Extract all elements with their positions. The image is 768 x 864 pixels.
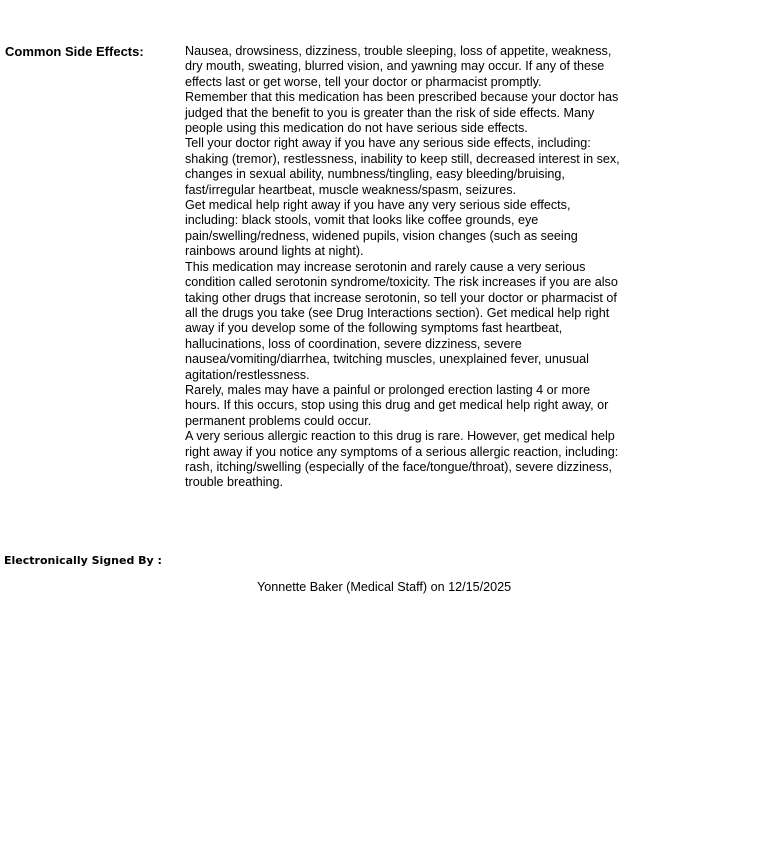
side-effects-paragraph-allergic <box>185 429 665 491</box>
electronically-signed-label: Electronically Signed By : <box>4 554 162 567</box>
text-line: shaking (tremor), restlessness, inability to keep still, decreased interest in sex, <box>185 151 620 166</box>
text-line: Get medical help right away if you have any very serious side effects, <box>185 198 571 213</box>
signature-value: Yonnette Baker (Medical Staff) on 12/15/2025 <box>257 580 512 594</box>
text-line: permanent problems could occur. <box>185 413 372 428</box>
text-line: people using this medication do not have serious side effects. <box>185 121 528 136</box>
text-line: Rarely, males may have a painful or prolonged erection lasting 4 or more <box>185 382 591 397</box>
side-effects-paragraph-benefit <box>185 90 665 136</box>
text-line: all the drugs you take (see Drug Interactions section). Get medical help right <box>185 305 610 320</box>
text-line: dry mouth, sweating, blurred vision, and yawning may occur. If any of these <box>185 59 605 74</box>
text-line: judged that the benefit to you is greater than the risk of side effects. Many <box>185 105 595 120</box>
text-line: changes in sexual ability, numbness/tingling, easy bleeding/bruising, <box>185 167 565 182</box>
text-line: pain/swelling/redness, widened pupils, vision changes (such as seeing <box>185 228 578 243</box>
side-effects-paragraph-serotonin <box>185 260 665 383</box>
side-effects-paragraph-serious <box>185 136 665 198</box>
side-effects-paragraph-priapism <box>185 383 665 429</box>
common-side-effects-text <box>185 44 665 491</box>
text-line: away if you develop some of the following symptoms fast heartbeat, <box>185 321 563 336</box>
text-line: hallucinations, loss of coordination, severe dizziness, severe <box>185 336 522 351</box>
text-line: effects last or get worse, tell your doctor or pharmacist promptly. <box>185 74 542 89</box>
text-line: A very serious allergic reaction to this drug is rare. However, get medical help <box>185 429 615 444</box>
side-effects-paragraph-very-serious <box>185 198 665 260</box>
text-line: Tell your doctor right away if you have any serious side effects, including: <box>185 136 591 151</box>
text-line: Remember that this medication has been prescribed because your doctor has <box>185 90 619 105</box>
text-line: Nausea, drowsiness, dizziness, trouble sleeping, loss of appetite, weakness, <box>185 44 612 58</box>
text-line: nausea/vomiting/diarrhea, twitching muscles, unexplained fever, unusual <box>185 352 589 367</box>
common-side-effects-label: Common Side Effects: <box>5 44 144 59</box>
text-line: trouble breathing. <box>185 475 284 490</box>
text-line: right away if you notice any symptoms of a serious allergic reaction, including: <box>185 444 619 459</box>
text-line: This medication may increase serotonin and rarely cause a very serious <box>185 259 586 274</box>
text-line: rash, itching/swelling (especially of the face/tongue/throat), severe dizziness, <box>185 459 613 474</box>
text-line: taking other drugs that increase serotonin, so tell your doctor or pharmacist of <box>185 290 617 305</box>
text-line: rainbows around lights at night). <box>185 244 364 259</box>
side-effects-paragraph-general <box>185 44 665 90</box>
text-line: condition called serotonin syndrome/toxicity. The risk increases if you are also <box>185 275 618 290</box>
text-line: including: black stools, vomit that looks like coffee grounds, eye <box>185 213 539 228</box>
text-line: agitation/restlessness. <box>185 367 310 382</box>
text-line: hours. If this occurs, stop using this drug and get medical help right away, or <box>185 398 609 413</box>
text-line: fast/irregular heartbeat, muscle weakness/spasm, seizures. <box>185 182 517 197</box>
